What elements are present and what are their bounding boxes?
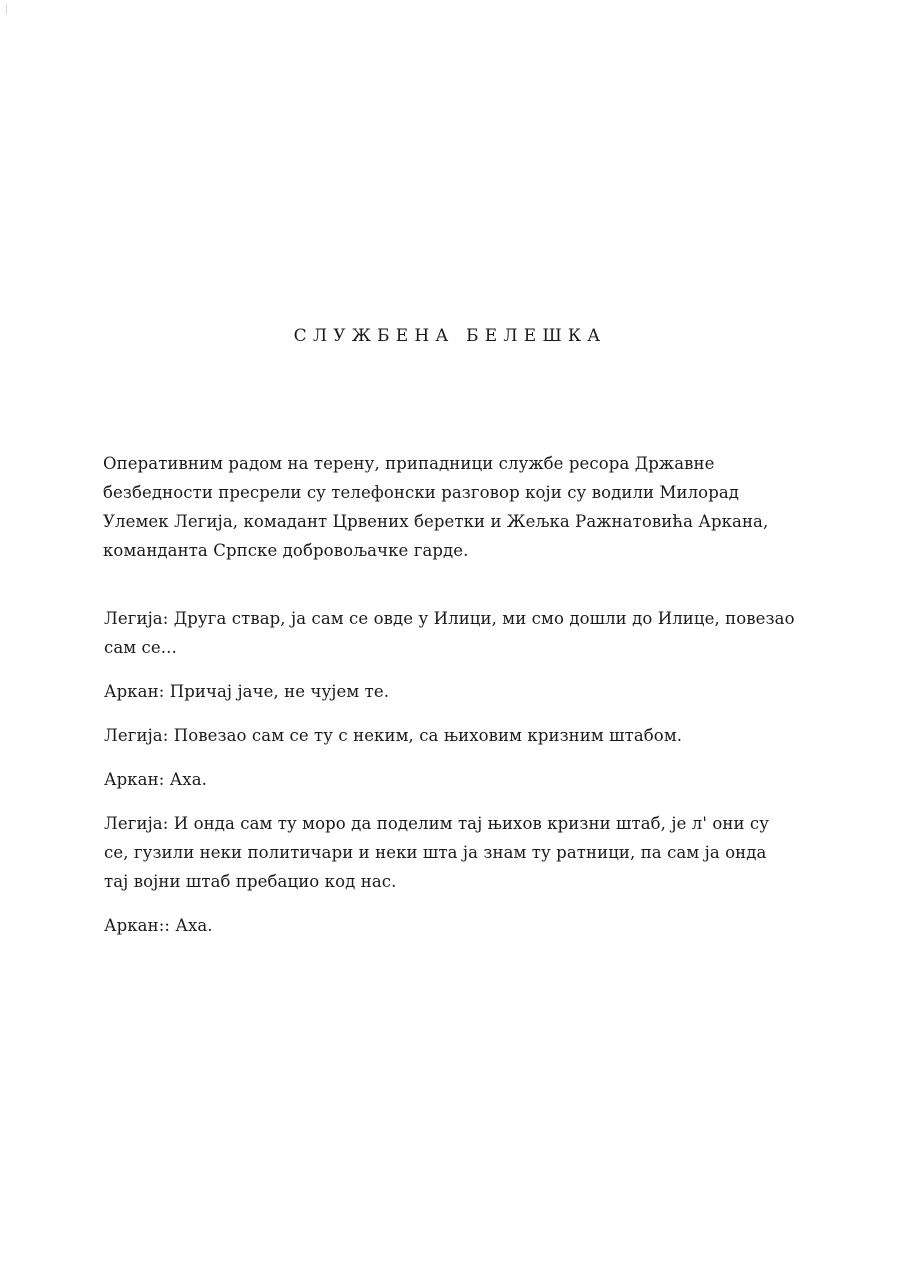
dialogue-turn xyxy=(104,677,804,706)
document-title: СЛУЖБЕНА БЕЛЕШКА xyxy=(293,326,607,346)
dialogue-line: Легија: Друга ствар, ја сам се овде у Илици, ми смо дошли до Илице, повезао xyxy=(104,609,795,628)
dialogue-line: се, гузили неки политичари и неки шта ја знам ту ратници, па сам ја онда xyxy=(104,843,767,862)
intro-line: Оперативним радом на терену, припадници службе ресора Државне xyxy=(103,454,715,473)
dialogue-line: Аркан:: Аха. xyxy=(104,916,213,935)
dialogue-line: Легија: И онда сам ту моро да поделим тај њихов кризни штаб, је л' они су xyxy=(104,814,770,833)
intro-line: Улемек Легија, комадант Црвених беретки и Жељка Ражнатовића Аркана, xyxy=(103,512,769,531)
intro-line: команданта Српске добровољачке гарде. xyxy=(103,541,469,560)
intro-line: безбедности пресрели су телефонски разговор који су водили Милорад xyxy=(103,483,740,502)
dialogue-turn xyxy=(104,765,804,794)
dialogue-transcript xyxy=(104,604,804,955)
dialogue-line: сам се... xyxy=(104,638,177,657)
dialogue-line: Легија: Повезао сам се ту с неким, са њиховим кризним штабом. xyxy=(104,726,683,745)
dialogue-line: тај војни штаб пребацио код нас. xyxy=(104,872,397,891)
dialogue-turn xyxy=(104,721,804,750)
scan-corner-mark xyxy=(6,4,7,14)
intro-paragraph xyxy=(103,449,803,565)
dialogue-line: Аркан: Аха. xyxy=(104,770,207,789)
dialogue-turn xyxy=(104,911,804,940)
dialogue-turn xyxy=(104,809,804,896)
dialogue-turn xyxy=(104,604,804,662)
dialogue-line: Аркан: Причај јаче, не чујем те. xyxy=(104,682,390,701)
